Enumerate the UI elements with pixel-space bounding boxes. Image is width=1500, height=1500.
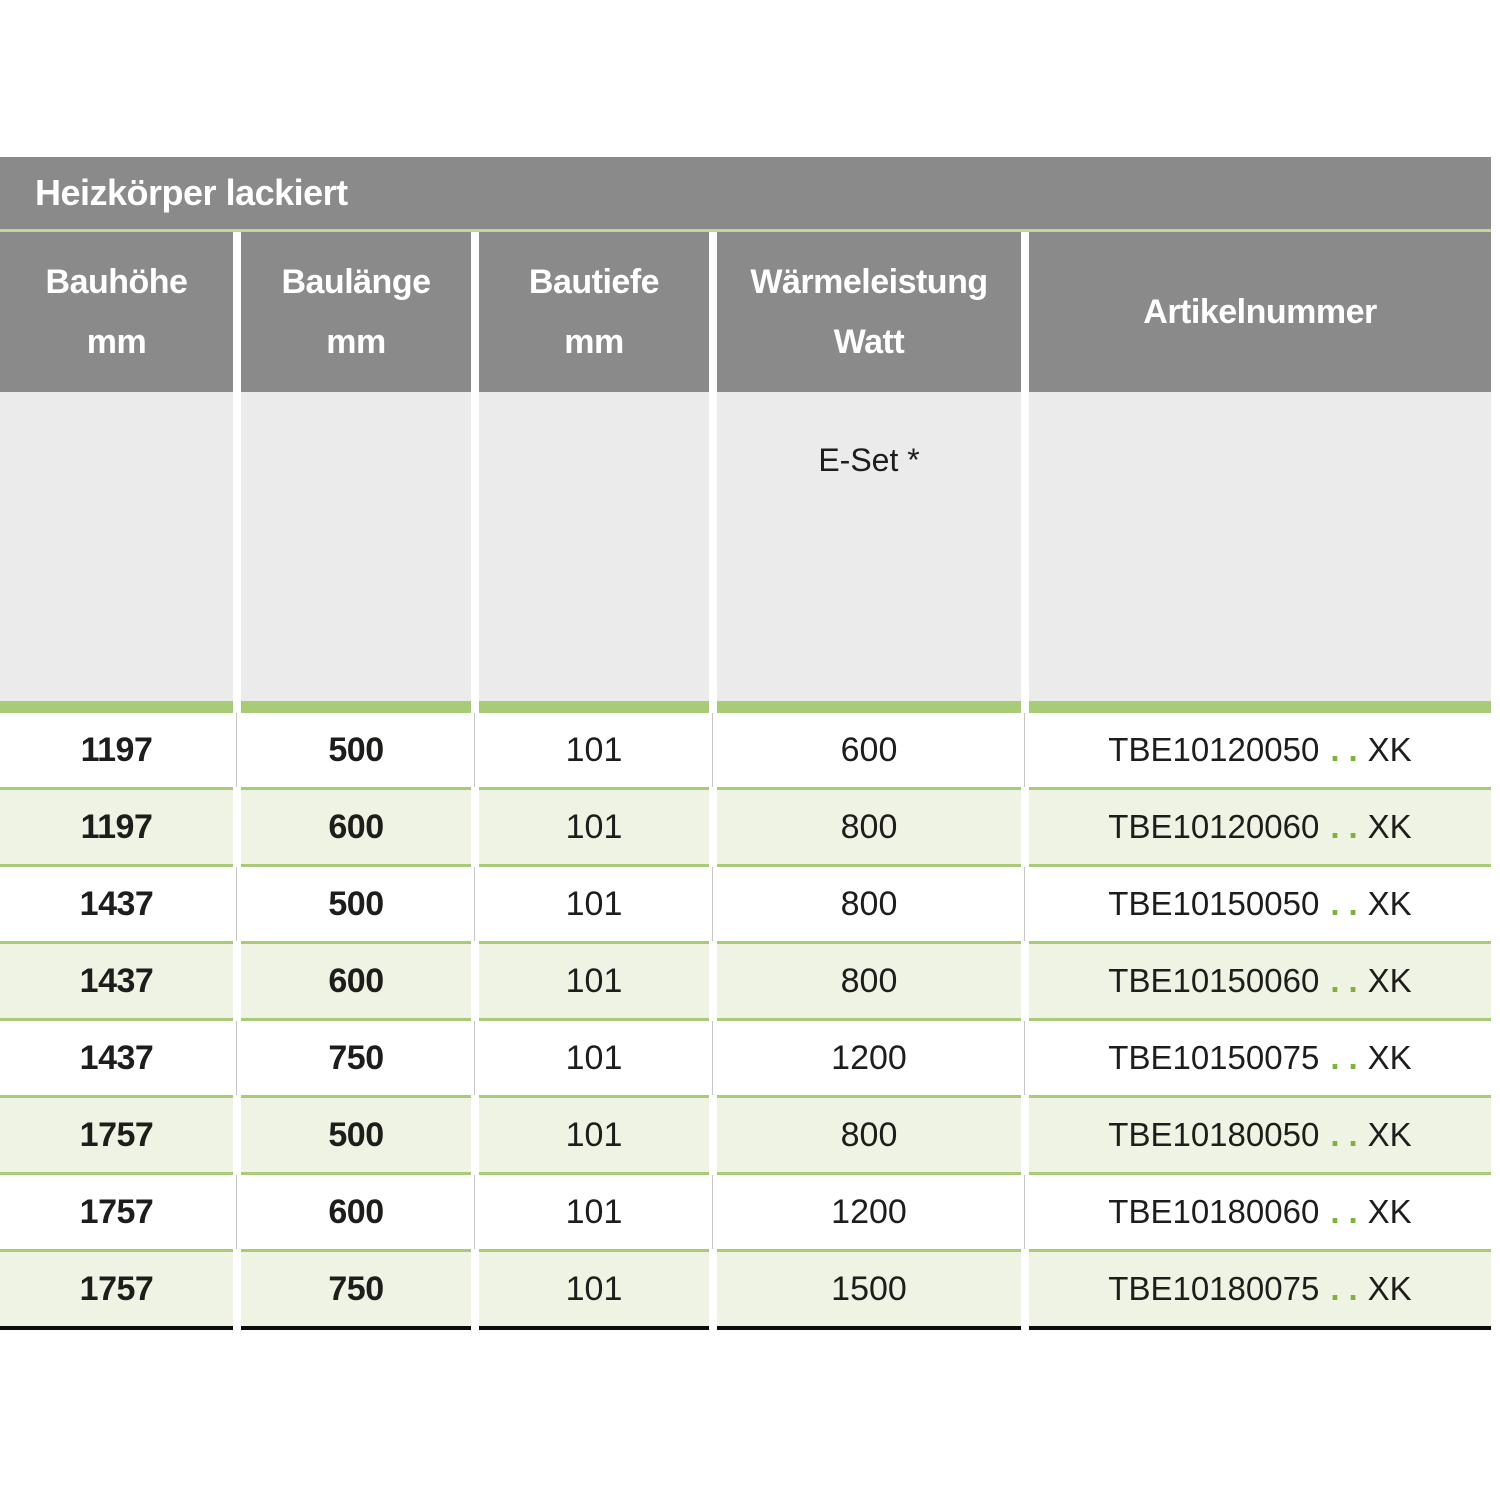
column-gap [709,790,717,864]
artikel-dots: .. [1330,1193,1367,1230]
cell-bautiefe: 101 [479,1252,709,1326]
column-gap [471,944,479,1018]
column-gap [709,944,717,1018]
subheader-cell [0,392,233,701]
cell-artikelnummer [1029,713,1491,787]
column-header-label: Bauhöhe [45,263,188,301]
column-gap [709,1098,717,1172]
artikel-code: TBE10180060 [1108,1193,1320,1230]
cell-artikelnummer [1029,867,1491,941]
column-gap [233,944,241,1018]
column-header-unit: mm [86,323,147,361]
column-gap [1021,1021,1029,1095]
cell-artikelnummer [1029,790,1491,864]
cell-bauhoehe: 1757 [0,1098,233,1172]
column-gap [1021,1252,1029,1326]
cell-baulaenge: 500 [241,867,471,941]
cell-bautiefe: 101 [479,713,709,787]
column-gap [1021,790,1029,864]
subheader-cell [241,392,471,701]
cell-bautiefe: 101 [479,790,709,864]
table-bottom-border [0,1326,1491,1330]
column-gap [709,701,717,713]
column-gap [233,1252,241,1326]
column-gap [233,867,241,941]
column-gap [709,1326,717,1330]
column-gap [233,790,241,864]
header-divider-bar [0,701,1491,713]
subheader-cell-eset [717,392,1021,701]
column-header-label: Baulänge [281,263,431,301]
cell-bauhoehe: 1757 [0,1252,233,1326]
cell-baulaenge: 500 [241,713,471,787]
artikel-dots: .. [1330,731,1367,768]
artikel-suffix: XK [1367,731,1412,768]
column-gap [1021,392,1029,701]
table-title: Heizkörper lackiert [35,172,348,213]
artikel-suffix: XK [1367,1116,1412,1153]
bottom-border-segment [717,1326,1021,1330]
cell-baulaenge: 750 [241,1021,471,1095]
column-gap [709,392,717,701]
cell-bauhoehe: 1757 [0,1175,233,1249]
artikel-suffix: XK [1367,1039,1412,1076]
artikel-dots: .. [1330,962,1367,999]
artikel-code: TBE10180050 [1108,1116,1320,1153]
divider-segment [1029,701,1491,713]
cell-bauhoehe: 1197 [0,713,233,787]
cell-artikelnummer [1029,1175,1491,1249]
subheader-row [0,392,1491,701]
bottom-border-segment [0,1326,233,1330]
cell-watt: 1200 [717,1175,1021,1249]
column-header-label: Wärmeleistung [750,263,988,301]
column-gap [233,701,241,713]
column-gap [471,790,479,864]
header-row [0,232,1491,392]
column-gap [471,1098,479,1172]
column-gap [233,1175,241,1249]
cell-baulaenge: 500 [241,1098,471,1172]
column-gap [709,232,717,392]
table-row [0,867,1491,941]
bottom-border-segment [1029,1326,1491,1330]
cell-artikelnummer [1029,944,1491,1018]
artikel-suffix: XK [1367,1193,1412,1230]
cell-baulaenge: 750 [241,1252,471,1326]
artikel-code: TBE10150050 [1108,885,1320,922]
artikel-dots: .. [1330,885,1367,922]
column-gap [471,1326,479,1330]
table-row [0,1252,1491,1326]
table-title-band [0,157,1491,229]
column-header-baulaenge [241,232,471,392]
artikel-code: TBE10150075 [1108,1039,1320,1076]
column-gap [471,1021,479,1095]
cell-baulaenge: 600 [241,944,471,1018]
divider-segment [479,701,709,713]
spec-table [0,157,1491,1330]
column-gap [233,713,241,787]
cell-bauhoehe: 1437 [0,867,233,941]
cell-bautiefe: 101 [479,867,709,941]
divider-segment [241,701,471,713]
column-gap [709,1252,717,1326]
cell-watt: 800 [717,944,1021,1018]
column-gap [1021,713,1029,787]
cell-baulaenge: 600 [241,790,471,864]
column-header-unit: Watt [833,323,905,361]
artikel-dots: .. [1330,1116,1367,1153]
bottom-border-segment [241,1326,471,1330]
table-row [0,944,1491,1018]
column-header-waermeleistung [717,232,1021,392]
cell-artikelnummer [1029,1252,1491,1326]
column-gap [1021,1326,1029,1330]
column-gap [471,1175,479,1249]
divider-segment [717,701,1021,713]
column-gap [233,1326,241,1330]
artikel-dots: .. [1330,808,1367,845]
column-gap [233,232,241,392]
artikel-code: TBE10120060 [1108,808,1320,845]
column-gap [1021,1098,1029,1172]
cell-bauhoehe: 1437 [0,944,233,1018]
cell-bauhoehe: 1197 [0,790,233,864]
cell-watt: 800 [717,790,1021,864]
column-header-artikelnummer [1029,232,1491,392]
column-gap [709,867,717,941]
column-gap [1021,867,1029,941]
table-row [0,713,1491,787]
table-row [0,1021,1491,1095]
column-gap [471,1252,479,1326]
column-gap [1021,701,1029,713]
cell-baulaenge: 600 [241,1175,471,1249]
artikel-suffix: XK [1367,808,1412,845]
cell-bautiefe: 101 [479,1021,709,1095]
artikel-dots: .. [1330,1270,1367,1307]
cell-watt: 800 [717,1098,1021,1172]
table-row [0,1175,1491,1249]
column-gap [471,867,479,941]
artikel-code: TBE10120050 [1108,731,1320,768]
bottom-border-segment [479,1326,709,1330]
column-gap [471,713,479,787]
column-gap [709,1175,717,1249]
cell-watt: 1200 [717,1021,1021,1095]
subheader-cell [1029,392,1491,701]
column-header-label: Bautiefe [528,263,660,301]
cell-watt: 800 [717,867,1021,941]
column-gap [233,1098,241,1172]
divider-segment [0,701,233,713]
column-gap [1021,944,1029,1018]
column-gap [233,392,241,701]
column-gap [709,1021,717,1095]
eset-label: E-Set * [818,442,920,478]
column-header-label: Artikelnummer [1143,293,1377,331]
column-header-unit: mm [326,323,386,361]
cell-watt: 600 [717,713,1021,787]
artikel-code: TBE10150060 [1108,962,1320,999]
cell-bautiefe: 101 [479,944,709,1018]
column-gap [1021,1175,1029,1249]
cell-bautiefe: 101 [479,1098,709,1172]
column-gap [471,701,479,713]
cell-watt: 1500 [717,1252,1021,1326]
column-gap [471,392,479,701]
artikel-suffix: XK [1367,1270,1412,1307]
column-gap [233,1021,241,1095]
cell-artikelnummer [1029,1021,1491,1095]
column-header-bauhoehe [0,232,233,392]
column-gap [709,713,717,787]
artikel-dots: .. [1330,1039,1367,1076]
table-row [0,1098,1491,1172]
artikel-suffix: XK [1367,962,1412,999]
cell-bautiefe: 101 [479,1175,709,1249]
subheader-cell [479,392,709,701]
artikel-suffix: XK [1367,885,1412,922]
column-header-unit: mm [564,323,624,361]
column-header-bautiefe [479,232,709,392]
column-gap [471,232,479,392]
cell-artikelnummer [1029,1098,1491,1172]
column-gap [1021,232,1029,392]
cell-bauhoehe: 1437 [0,1021,233,1095]
artikel-code: TBE10180075 [1108,1270,1320,1307]
table-row [0,790,1491,864]
